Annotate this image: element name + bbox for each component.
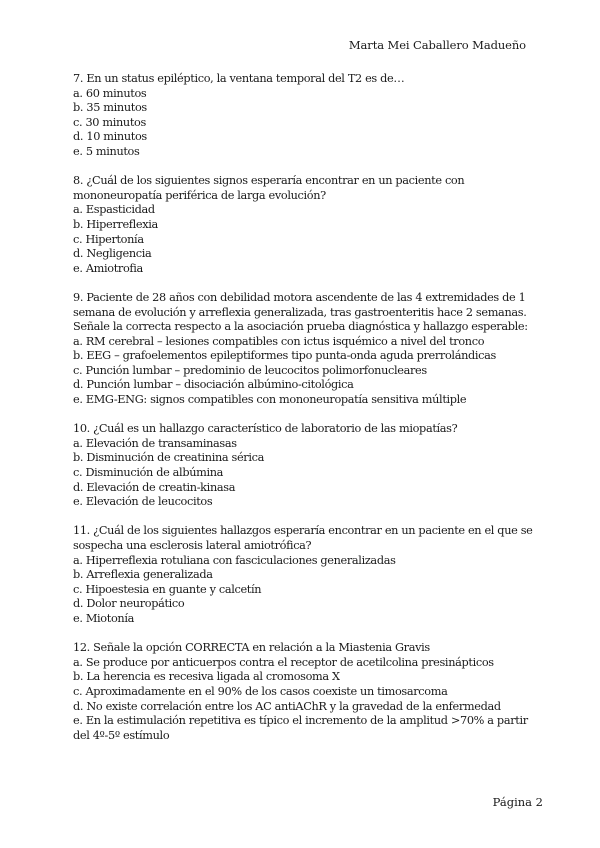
answer-option-e: e. 5 minutos [73, 144, 140, 158]
answer-option-d: d. No existe correlación entre los AC antiAChR y la gravedad de la enfermedad [73, 699, 501, 713]
answer-option-b: b. Arreflexia generalizada [73, 568, 213, 582]
answer-option-e: e. EMG-ENG: signos compatibles con mononeuropatía sensitiva múltiple [73, 393, 467, 407]
answer-option-e: e. Miotonía [73, 611, 134, 625]
answer-option-b: b. Disminución de creatinina sérica [73, 451, 264, 465]
answer-option-e: e. Elevación de leucocitos [73, 495, 213, 509]
question-7 [73, 72, 541, 160]
question-stem: 7. En un status epiléptico, la ventana temporal del T2 es de… [73, 72, 405, 85]
answer-option-c: c. Aproximadamente en el 90% de los casos coexiste un timosarcoma [73, 684, 448, 698]
question-stem: 11. ¿Cuál de los siguientes hallazgos esperaría encontrar en un paciente en el que se sospecha una esclerosis lateral amiotrófica? [73, 524, 533, 552]
question-stem: 12. Señale la opción CORRECTA en relación a la Miastenia Gravis [73, 641, 430, 655]
answer-option-e: e. En la estimulación repetitiva es típico el incremento de la amplitud >70% a partir del 4º-5º estímulo [73, 714, 528, 742]
question-12 [73, 641, 541, 743]
answer-option-d: d. 10 minutos [73, 130, 147, 144]
answer-option-a: a. Se produce por anticuerpos contra el receptor de acetilcolina presinápticos [73, 655, 494, 669]
answer-option-b: b. La herencia es recesiva ligada al cromosoma X [73, 670, 340, 684]
question-stem: 10. ¿Cuál es un hallazgo característico de laboratorio de las miopatías? [73, 422, 458, 436]
answer-option-a: a. 60 minutos [73, 86, 147, 100]
answer-option-c: c. Hipoestesia en guante y calcetín [73, 582, 262, 596]
question-8 [73, 174, 541, 276]
answer-option-d: d. Punción lumbar – disociación albúmino-citológica [73, 378, 354, 392]
answer-option-c: c. Disminución de albúmina [73, 466, 224, 480]
answer-option-a: a. RM cerebral – lesiones compatibles con ictus isquémico a nivel del tronco [73, 334, 485, 348]
answer-option-a: a. Espasticidad [73, 203, 155, 217]
answer-option-d: d. Dolor neuropático [73, 597, 185, 611]
answer-option-a: a. Elevación de transaminasas [73, 436, 237, 450]
question-11 [73, 524, 541, 626]
page-header-author: Marta Mei Caballero Madueño [348, 38, 526, 52]
answer-option-b: b. 35 minutos [73, 101, 147, 115]
answer-option-b: b. EEG – grafoelementos epileptiformes tipo punta-onda aguda prerrolándicas [73, 349, 496, 363]
answer-option-e: e. Amiotrofia [73, 261, 143, 275]
answer-option-d: d. Elevación de creatin-kinasa [73, 480, 236, 494]
answer-option-c: c. Hipertonía [73, 232, 144, 246]
answer-option-c: c. 30 minutos [73, 115, 146, 129]
question-9 [73, 291, 541, 408]
answer-option-a: a. Hiperreflexia rotuliana con fasciculaciones generalizadas [73, 553, 396, 567]
answer-option-b: b. Hiperreflexia [73, 217, 158, 231]
question-stem: 9. Paciente de 28 años con debilidad motora ascendente de las 4 extremidades de 1 semana de evolución y arreflexia generalizada, tras gastroenteritis hace 2 semanas. Señale la correcta respecto a la asociación prueba diagnóstica y hallazgo esperable: [73, 290, 528, 334]
page-number: Página 2 [492, 795, 543, 809]
question-stem: 8. ¿Cuál de los siguientes signos esperaría encontrar en un paciente con mononeuropatía periférica de larga evolución? [73, 174, 465, 202]
answer-option-d: d. Negligencia [73, 247, 152, 261]
question-list [73, 72, 541, 758]
question-10 [73, 422, 541, 510]
answer-option-c: c. Punción lumbar – predominio de leucocitos polimorfonucleares [73, 363, 427, 377]
